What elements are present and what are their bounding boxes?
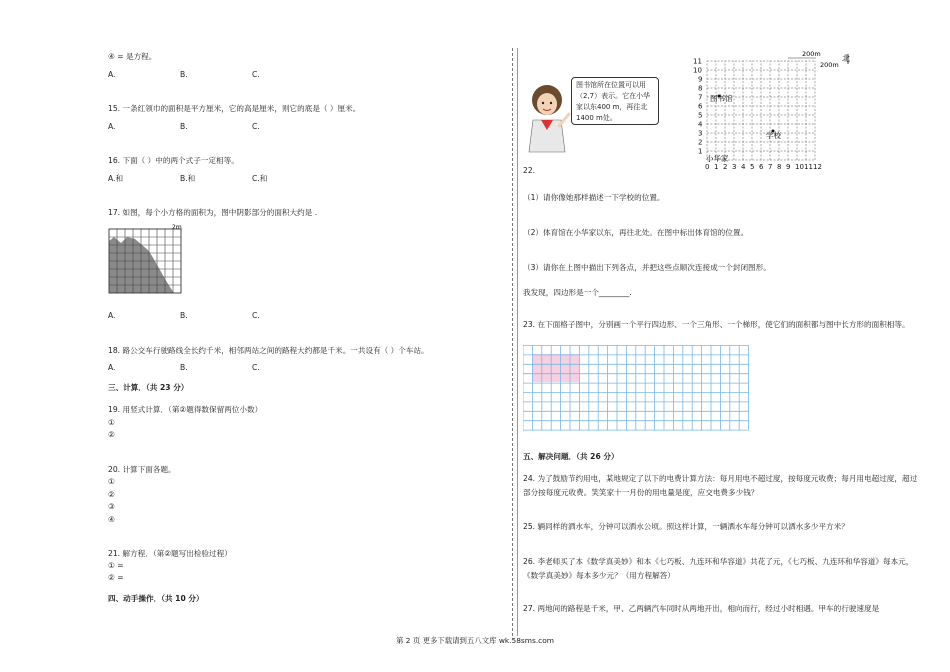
q20-item-3: ③: [108, 502, 115, 511]
page-footer: 第 2 页 更多下载请到五八文库 wk.58sms.com: [396, 636, 554, 645]
section-3-heading: 三、计算．（共 23 分）: [108, 383, 189, 392]
q22-part-1: （1）请你像她那样描述一下学校的位置。: [523, 193, 665, 202]
q20-item-1: ①: [108, 477, 115, 486]
q22-part-2: （2）体育馆在小华家以东，再往北处。在图中标出体育馆的位置。: [523, 228, 749, 237]
question-16: 16. 下面（ ）中的两个式子一定相等。: [108, 156, 239, 165]
q18-option-c[interactable]: C.: [252, 363, 260, 372]
y-tick-label: 3: [698, 129, 703, 138]
x-tick-label: 4: [741, 163, 746, 171]
q14-option-a[interactable]: A.: [108, 70, 116, 79]
y-tick-label: 8: [698, 84, 703, 93]
q17-option-b[interactable]: B.: [180, 311, 188, 320]
x-tick-label: 11: [804, 163, 813, 171]
q16-option-c[interactable]: C.和: [252, 174, 268, 183]
q19-item-2: ②: [108, 430, 115, 439]
question-19: 19. 用竖式计算．（第②题得数保留两位小数）: [108, 405, 263, 414]
question-25: 25. 辆同样的洒水车，分钟可以洒水公顷。照这样计算，一辆洒水车每分钟可以洒水多少平方米？: [523, 522, 849, 531]
y-tick-label: 11: [693, 57, 702, 66]
home-label: 小华家: [706, 154, 729, 163]
q18-option-a[interactable]: A.: [108, 363, 116, 372]
y-tick-label: 5: [698, 111, 703, 120]
x-tick-label: 10: [795, 163, 804, 171]
x-tick-label: 12: [813, 163, 822, 171]
q20-item-2: ②: [108, 490, 115, 499]
q21-item-1: ① =: [108, 561, 124, 570]
question-27: 27. 两地间的路程是千米，甲、乙两辆汽车同时从两地开出，相向而行，经过小时相遇。甲车的行驶速度是: [523, 604, 880, 613]
y-tick-label: 10: [693, 66, 702, 75]
q23-square-grid: [523, 345, 759, 431]
question-15: 15. 一条红领巾的面积是平方厘米，它的高是厘米，则它的底是（ ）厘米。: [108, 104, 361, 113]
q19-item-1: ①: [108, 418, 115, 427]
section-5-heading: 五、解决问题．（共 26 分）: [523, 452, 619, 461]
x-tick-label: 5: [750, 163, 755, 171]
x-tick-label: 6: [759, 163, 764, 171]
q17-option-a[interactable]: A.: [108, 311, 116, 320]
q22-finding: 我发现，四边形是一个________.: [523, 288, 632, 297]
y-tick-label: 7: [698, 93, 703, 102]
q17-shaded-grid-figure: [108, 224, 198, 299]
q14-option-b[interactable]: B.: [180, 70, 188, 79]
library-label: 图书馆: [710, 94, 733, 103]
q14-option-c[interactable]: C.: [252, 70, 260, 79]
x-tick-label: 1: [714, 163, 719, 171]
q20-item-4: ④: [108, 515, 115, 524]
q15-option-c[interactable]: C.: [252, 122, 260, 131]
x-tick-label: 7: [768, 163, 773, 171]
pink-rectangle: [532, 354, 579, 382]
question-17: 17. 如图，每个小方格的面积为，图中阴影部分的面积大约是 .: [108, 208, 318, 217]
q16-option-a[interactable]: A.和: [108, 174, 124, 183]
q22-part-3: （3）请你在上图中描出下列各点，并把这些点顺次连接成一个封闭图形。: [523, 263, 771, 272]
q14-tail: ④ = 是方程。: [108, 52, 157, 61]
question-24: 24. 为了鼓励节约用电，某地规定了以下的电费计算方法：每月用电不超过度，按每度元收费；每月用电超过度，超过部分按每度元收费。笑笑家十一月份的用电量是度，应交电费多少钱？: [523, 474, 918, 497]
question-18: 18. 路公交车行驶路线全长约千米，相邻两站之间的路程大约都是千米。一共设有（ ）个车站。: [108, 346, 429, 355]
coordinate-map: [690, 50, 862, 174]
x-tick-label: 2: [723, 163, 728, 171]
x-tick-label: 8: [777, 163, 782, 171]
map-scale-2: 200m: [820, 61, 839, 69]
question-20: 20. 计算下面各题。: [108, 465, 176, 474]
question-26: 26. 李老师买了本《数学真美妙》和本《七巧板、九连环和华容道》共花了元，《七巧板、九连环和华容道》每本元，《数学真美妙》每本多少元？（用方程解答）: [523, 557, 914, 580]
question-23: 23. 在下面格子图中，分别画一个平行四边形、一个三角形、一个梯形，使它们的面积都与图中长方形的面积相等。: [523, 320, 910, 329]
north-label: 北: [842, 54, 850, 63]
q21-item-2: ② =: [108, 573, 124, 582]
q17-option-c[interactable]: C.: [252, 311, 260, 320]
q18-option-b[interactable]: B.: [180, 363, 188, 372]
question-21: 21. 解方程．（第②题写出检验过程）: [108, 549, 232, 558]
section-4-heading: 四、动手操作．（共 10 分）: [108, 594, 204, 603]
map-scale-1: 200m: [802, 50, 821, 58]
x-tick-label: 0: [705, 163, 710, 171]
y-tick-label: 4: [698, 120, 703, 129]
column-divider-solid: [517, 48, 518, 636]
speech-bubble: 图书馆所在位置可以用（2,7）表示。它在小华家以东400 m，再往北1400 m处。: [571, 77, 659, 125]
q15-option-a[interactable]: A.: [108, 122, 116, 131]
column-divider-dashed: [512, 48, 513, 636]
q15-option-b[interactable]: B.: [180, 122, 188, 131]
y-tick-label: 2: [698, 138, 703, 147]
y-tick-label: 9: [698, 75, 703, 84]
y-tick-label: 1: [698, 147, 703, 156]
q17-scale-label: 2m: [172, 224, 182, 231]
school-label: 学校: [766, 131, 781, 140]
q16-option-b[interactable]: B.和: [180, 174, 196, 183]
question-22: 22.: [523, 166, 536, 175]
x-tick-label: 9: [786, 163, 791, 171]
x-tick-label: 3: [732, 163, 737, 171]
girl-illustration: [523, 80, 573, 155]
y-tick-label: 6: [698, 102, 703, 111]
